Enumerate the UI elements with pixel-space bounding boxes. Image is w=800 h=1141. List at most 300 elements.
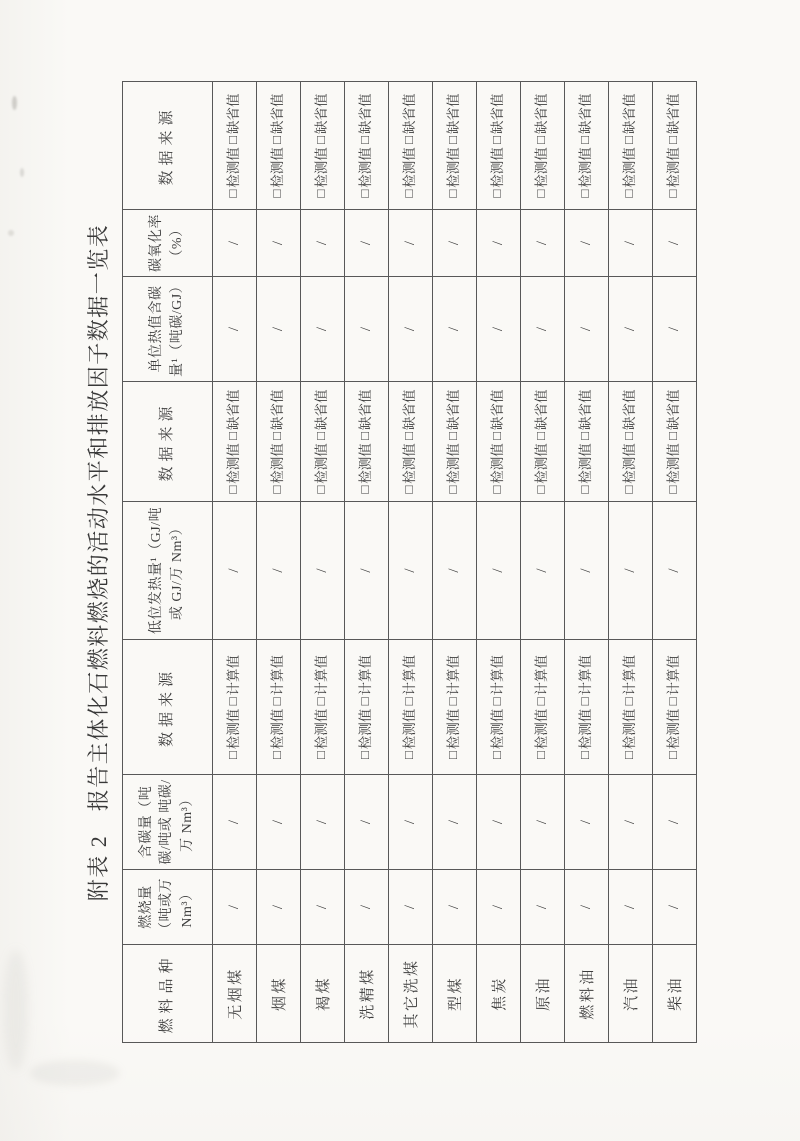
value-cell: / [345,870,389,945]
checkbox-label: 检测值 [622,147,638,188]
checkbox-unchecked-icon: □ [621,189,637,198]
table-row [301,82,345,1043]
data-source-cell [213,640,257,775]
checkbox-label: 检测值 [446,443,462,484]
value-cell: / [345,775,389,870]
checkbox-option [622,147,637,197]
checkbox-label: 检测值 [358,443,374,484]
checkbox-label: 计算值 [226,654,242,696]
checkbox-unchecked-icon: □ [445,751,461,760]
value-cell: / [653,870,697,945]
data-source-cell [345,82,389,210]
data-source-cell [213,82,257,210]
checkbox-label: 缺省值 [446,93,462,134]
value-cell: / [301,775,345,870]
checkbox-option [226,443,241,493]
header-cell-fuel: 燃料品种 [123,945,213,1043]
value-cell: / [213,775,257,870]
value-cell: / [433,502,477,640]
value-cell: / [257,775,301,870]
checkbox-label: 检测值 [402,147,418,188]
checkbox-unchecked-icon: □ [225,431,241,440]
checkbox-option [402,709,417,759]
checkbox-label: 缺省值 [578,389,594,430]
checkbox-option [226,655,241,705]
value-cell: / [389,277,433,382]
table-row [213,82,257,1043]
checkbox-unchecked-icon: □ [533,431,549,440]
data-source-cell [609,382,653,502]
data-source-cell [301,640,345,775]
checkbox-label: 检测值 [446,708,462,750]
checkbox-option [490,93,505,143]
value-cell: / [565,210,609,277]
checkbox-option [446,147,461,197]
checkbox-label: 计算值 [534,654,550,696]
checkbox-label: 缺省值 [226,93,242,134]
checkbox-option [666,147,681,197]
value-cell: / [213,210,257,277]
checkbox-option [578,443,593,493]
fuel-data-table [122,81,697,1043]
checkbox-option [270,709,285,759]
checkbox-unchecked-icon: □ [313,485,329,494]
fuel-name-cell: 烟煤 [257,945,301,1043]
checkbox-label: 检测值 [534,443,550,484]
checkbox-unchecked-icon: □ [621,431,637,440]
data-source-cell [345,640,389,775]
checkbox-unchecked-icon: □ [401,697,417,706]
checkbox-label: 缺省值 [490,389,506,430]
value-cell: / [389,502,433,640]
fuel-name-cell: 柴油 [653,945,697,1043]
checkbox-option [226,389,241,439]
checkbox-label: 检测值 [490,443,506,484]
value-cell: / [565,277,609,382]
checkbox-label: 检测值 [666,443,682,484]
header-cell-data-source-ncv: 数据来源 [123,382,213,502]
checkbox-label: 缺省值 [446,389,462,430]
data-source-cell [477,382,521,502]
checkbox-option [446,655,461,705]
value-cell: / [521,775,565,870]
table-row [565,82,609,1043]
checkbox-option [226,147,241,197]
page-title: 附表 2 报告主体化石燃料燃烧的活动水平和排放因子数据一览表 [86,223,111,902]
data-source-cell [345,382,389,502]
checkbox-label: 缺省值 [534,389,550,430]
checkbox-unchecked-icon: □ [489,135,505,144]
checkbox-label: 检测值 [270,708,286,750]
checkbox-unchecked-icon: □ [445,135,461,144]
checkbox-unchecked-icon: □ [533,485,549,494]
checkbox-option [314,709,329,759]
fuel-name-cell: 燃料油 [565,945,609,1043]
checkbox-label: 缺省值 [314,93,330,134]
fuel-name-cell: 洗精煤 [345,945,389,1043]
checkbox-label: 计算值 [358,654,374,696]
checkbox-label: 计算值 [270,654,286,696]
checkbox-unchecked-icon: □ [577,751,593,760]
value-cell: / [565,502,609,640]
checkbox-unchecked-icon: □ [401,135,417,144]
checkbox-unchecked-icon: □ [445,485,461,494]
value-cell: / [653,502,697,640]
checkbox-option [490,147,505,197]
checkbox-unchecked-icon: □ [357,431,373,440]
checkbox-option [314,389,329,439]
checkbox-option [402,147,417,197]
checkbox-option [358,93,373,143]
checkbox-option [490,655,505,705]
checkbox-unchecked-icon: □ [225,189,241,198]
checkbox-unchecked-icon: □ [665,135,681,144]
checkbox-option [226,93,241,143]
checkbox-label: 检测值 [666,708,682,750]
checkbox-unchecked-icon: □ [357,135,373,144]
checkbox-option [578,709,593,759]
checkbox-option [402,389,417,439]
checkbox-label: 检测值 [314,443,330,484]
checkbox-label: 计算值 [314,654,330,696]
checkbox-unchecked-icon: □ [665,431,681,440]
data-source-cell [433,640,477,775]
checkbox-unchecked-icon: □ [665,751,681,760]
checkbox-unchecked-icon: □ [269,697,285,706]
value-cell: / [609,502,653,640]
checkbox-option [314,655,329,705]
checkbox-option [622,655,637,705]
header-cell-data-source-carbon: 数据来源 [123,640,213,775]
checkbox-unchecked-icon: □ [621,697,637,706]
checkbox-unchecked-icon: □ [313,697,329,706]
data-source-cell [609,82,653,210]
data-source-cell [521,382,565,502]
checkbox-unchecked-icon: □ [489,431,505,440]
data-source-cell [653,82,697,210]
checkbox-option [270,389,285,439]
checkbox-label: 检测值 [622,443,638,484]
value-cell: / [389,210,433,277]
value-cell: / [609,277,653,382]
checkbox-label: 检测值 [446,147,462,188]
checkbox-label: 计算值 [446,654,462,696]
value-cell: / [565,870,609,945]
checkbox-label: 缺省值 [314,389,330,430]
checkbox-unchecked-icon: □ [313,751,329,760]
checkbox-label: 检测值 [358,708,374,750]
data-source-cell [257,82,301,210]
value-cell: / [653,210,697,277]
checkbox-label: 检测值 [358,147,374,188]
value-cell: / [389,775,433,870]
checkbox-unchecked-icon: □ [313,431,329,440]
data-source-cell [301,382,345,502]
checkbox-option [446,389,461,439]
data-source-cell [609,640,653,775]
checkbox-label: 检测值 [226,147,242,188]
checkbox-option [666,93,681,143]
checkbox-unchecked-icon: □ [621,751,637,760]
value-cell: / [433,775,477,870]
checkbox-option [666,709,681,759]
checkbox-option [578,147,593,197]
value-cell: / [521,870,565,945]
checkbox-label: 检测值 [578,147,594,188]
checkbox-label: 检测值 [226,443,242,484]
checkbox-label: 计算值 [490,654,506,696]
fuel-name-cell: 其它洗煤 [389,945,433,1043]
checkbox-unchecked-icon: □ [533,751,549,760]
checkbox-unchecked-icon: □ [533,135,549,144]
value-cell: / [521,210,565,277]
checkbox-unchecked-icon: □ [357,485,373,494]
fuel-name-cell: 焦炭 [477,945,521,1043]
checkbox-label: 检测值 [534,708,550,750]
checkbox-option [358,709,373,759]
checkbox-label: 检测值 [666,147,682,188]
checkbox-option [490,389,505,439]
checkbox-option [622,389,637,439]
checkbox-unchecked-icon: □ [445,189,461,198]
value-cell: / [301,210,345,277]
value-cell: / [521,277,565,382]
checkbox-option [534,389,549,439]
checkbox-option [358,147,373,197]
checkbox-label: 缺省值 [226,389,242,430]
checkbox-unchecked-icon: □ [313,189,329,198]
checkbox-label: 检测值 [490,147,506,188]
checkbox-option [446,709,461,759]
value-cell: / [477,870,521,945]
data-source-cell [389,640,433,775]
checkbox-option [534,93,549,143]
checkbox-unchecked-icon: □ [225,135,241,144]
checkbox-unchecked-icon: □ [357,751,373,760]
value-cell: / [653,277,697,382]
checkbox-label: 缺省值 [270,93,286,134]
value-cell: / [433,210,477,277]
checkbox-unchecked-icon: □ [577,697,593,706]
checkbox-unchecked-icon: □ [401,189,417,198]
checkbox-unchecked-icon: □ [269,135,285,144]
header-cell-data-source-oxidation: 数据来源 [123,82,213,210]
checkbox-label: 检测值 [314,147,330,188]
checkbox-unchecked-icon: □ [225,485,241,494]
checkbox-option [666,655,681,705]
checkbox-option [314,443,329,493]
checkbox-unchecked-icon: □ [621,485,637,494]
checkbox-label: 检测值 [578,708,594,750]
checkbox-unchecked-icon: □ [533,697,549,706]
value-cell: / [521,502,565,640]
checkbox-unchecked-icon: □ [665,189,681,198]
fuel-name-cell: 原油 [521,945,565,1043]
checkbox-label: 检测值 [402,708,418,750]
value-cell: / [257,502,301,640]
checkbox-option [358,389,373,439]
checkbox-label: 检测值 [270,443,286,484]
checkbox-option [446,93,461,143]
fuel-name-cell: 型煤 [433,945,477,1043]
checkbox-label: 检测值 [270,147,286,188]
checkbox-label: 检测值 [534,147,550,188]
value-cell: / [213,502,257,640]
header-cell-combustion-amount: 燃烧量（吨或万 Nm³） [123,870,213,945]
checkbox-unchecked-icon: □ [225,751,241,760]
checkbox-unchecked-icon: □ [533,189,549,198]
data-source-cell [257,382,301,502]
checkbox-option [270,443,285,493]
table-row [477,82,521,1043]
checkbox-label: 检测值 [622,708,638,750]
data-source-cell [433,82,477,210]
data-source-cell [213,382,257,502]
checkbox-label: 缺省值 [666,93,682,134]
checkbox-option [358,443,373,493]
value-cell: / [301,277,345,382]
checkbox-label: 计算值 [622,654,638,696]
checkbox-label: 缺省值 [358,93,374,134]
data-source-cell [653,640,697,775]
table-body [213,82,697,1043]
value-cell: / [477,775,521,870]
checkbox-option [270,655,285,705]
value-cell: / [257,210,301,277]
value-cell: / [477,277,521,382]
value-cell: / [477,502,521,640]
checkbox-label: 缺省值 [578,93,594,134]
checkbox-label: 缺省值 [622,389,638,430]
data-source-cell [565,382,609,502]
data-source-cell [565,82,609,210]
checkbox-label: 检测值 [402,443,418,484]
value-cell: / [653,775,697,870]
checkbox-label: 缺省值 [402,93,418,134]
value-cell: / [433,277,477,382]
checkbox-unchecked-icon: □ [445,431,461,440]
checkbox-unchecked-icon: □ [269,751,285,760]
checkbox-option [534,443,549,493]
value-cell: / [213,277,257,382]
value-cell: / [301,870,345,945]
checkbox-unchecked-icon: □ [489,751,505,760]
checkbox-unchecked-icon: □ [665,485,681,494]
checkbox-option [402,443,417,493]
checkbox-option [622,443,637,493]
value-cell: / [345,277,389,382]
checkbox-unchecked-icon: □ [577,189,593,198]
checkbox-unchecked-icon: □ [489,697,505,706]
table-row [609,82,653,1043]
checkbox-option [622,709,637,759]
data-source-cell [521,640,565,775]
checkbox-unchecked-icon: □ [577,485,593,494]
value-cell: / [345,210,389,277]
checkbox-unchecked-icon: □ [401,431,417,440]
checkbox-unchecked-icon: □ [577,431,593,440]
value-cell: / [213,870,257,945]
checkbox-unchecked-icon: □ [621,135,637,144]
checkbox-label: 检测值 [490,708,506,750]
fuel-name-cell: 褐煤 [301,945,345,1043]
checkbox-unchecked-icon: □ [269,485,285,494]
checkbox-unchecked-icon: □ [357,189,373,198]
data-source-cell [257,640,301,775]
checkbox-unchecked-icon: □ [357,697,373,706]
checkbox-option [270,147,285,197]
header-cell-net-calorific-value: 低位发热量¹（GJ/吨或 GJ/万 Nm³） [123,502,213,640]
value-cell: / [433,870,477,945]
checkbox-option [666,443,681,493]
checkbox-option [578,93,593,143]
header-cell-oxidation-rate: 碳氧化率（%） [123,210,213,277]
data-source-cell [477,82,521,210]
checkbox-label: 缺省值 [402,389,418,430]
checkbox-label: 缺省值 [490,93,506,134]
checkbox-label: 缺省值 [666,389,682,430]
checkbox-option [402,93,417,143]
checkbox-label: 检测值 [314,708,330,750]
value-cell: / [257,277,301,382]
checkbox-unchecked-icon: □ [489,189,505,198]
data-source-cell [301,82,345,210]
value-cell: / [609,210,653,277]
table-header-row [123,82,213,1043]
checkbox-option [666,389,681,439]
value-cell: / [345,502,389,640]
checkbox-unchecked-icon: □ [225,697,241,706]
data-source-cell [389,82,433,210]
checkbox-label: 计算值 [402,654,418,696]
header-cell-unit-heat-carbon: 单位热值含碳量¹（吨碳/GJ） [123,277,213,382]
checkbox-option [622,93,637,143]
checkbox-unchecked-icon: □ [665,697,681,706]
checkbox-option [226,709,241,759]
data-source-cell [389,382,433,502]
checkbox-option [534,709,549,759]
table-row [257,82,301,1043]
value-cell: / [609,775,653,870]
data-source-cell [433,382,477,502]
checkbox-option [402,655,417,705]
checkbox-unchecked-icon: □ [489,485,505,494]
data-source-cell [477,640,521,775]
table-row [345,82,389,1043]
checkbox-option [534,147,549,197]
checkbox-label: 缺省值 [622,93,638,134]
data-source-cell [565,640,609,775]
checkbox-option [314,93,329,143]
checkbox-label: 检测值 [226,708,242,750]
table-row [433,82,477,1043]
checkbox-label: 计算值 [578,654,594,696]
checkbox-unchecked-icon: □ [401,751,417,760]
checkbox-label: 缺省值 [270,389,286,430]
value-cell: / [477,210,521,277]
value-cell: / [609,870,653,945]
checkbox-option [578,389,593,439]
checkbox-unchecked-icon: □ [269,431,285,440]
checkbox-unchecked-icon: □ [577,135,593,144]
checkbox-label: 计算值 [666,654,682,696]
checkbox-option [358,655,373,705]
checkbox-option [446,443,461,493]
table-row [653,82,697,1043]
fuel-name-cell: 汽油 [609,945,653,1043]
value-cell: / [565,775,609,870]
checkbox-unchecked-icon: □ [313,135,329,144]
